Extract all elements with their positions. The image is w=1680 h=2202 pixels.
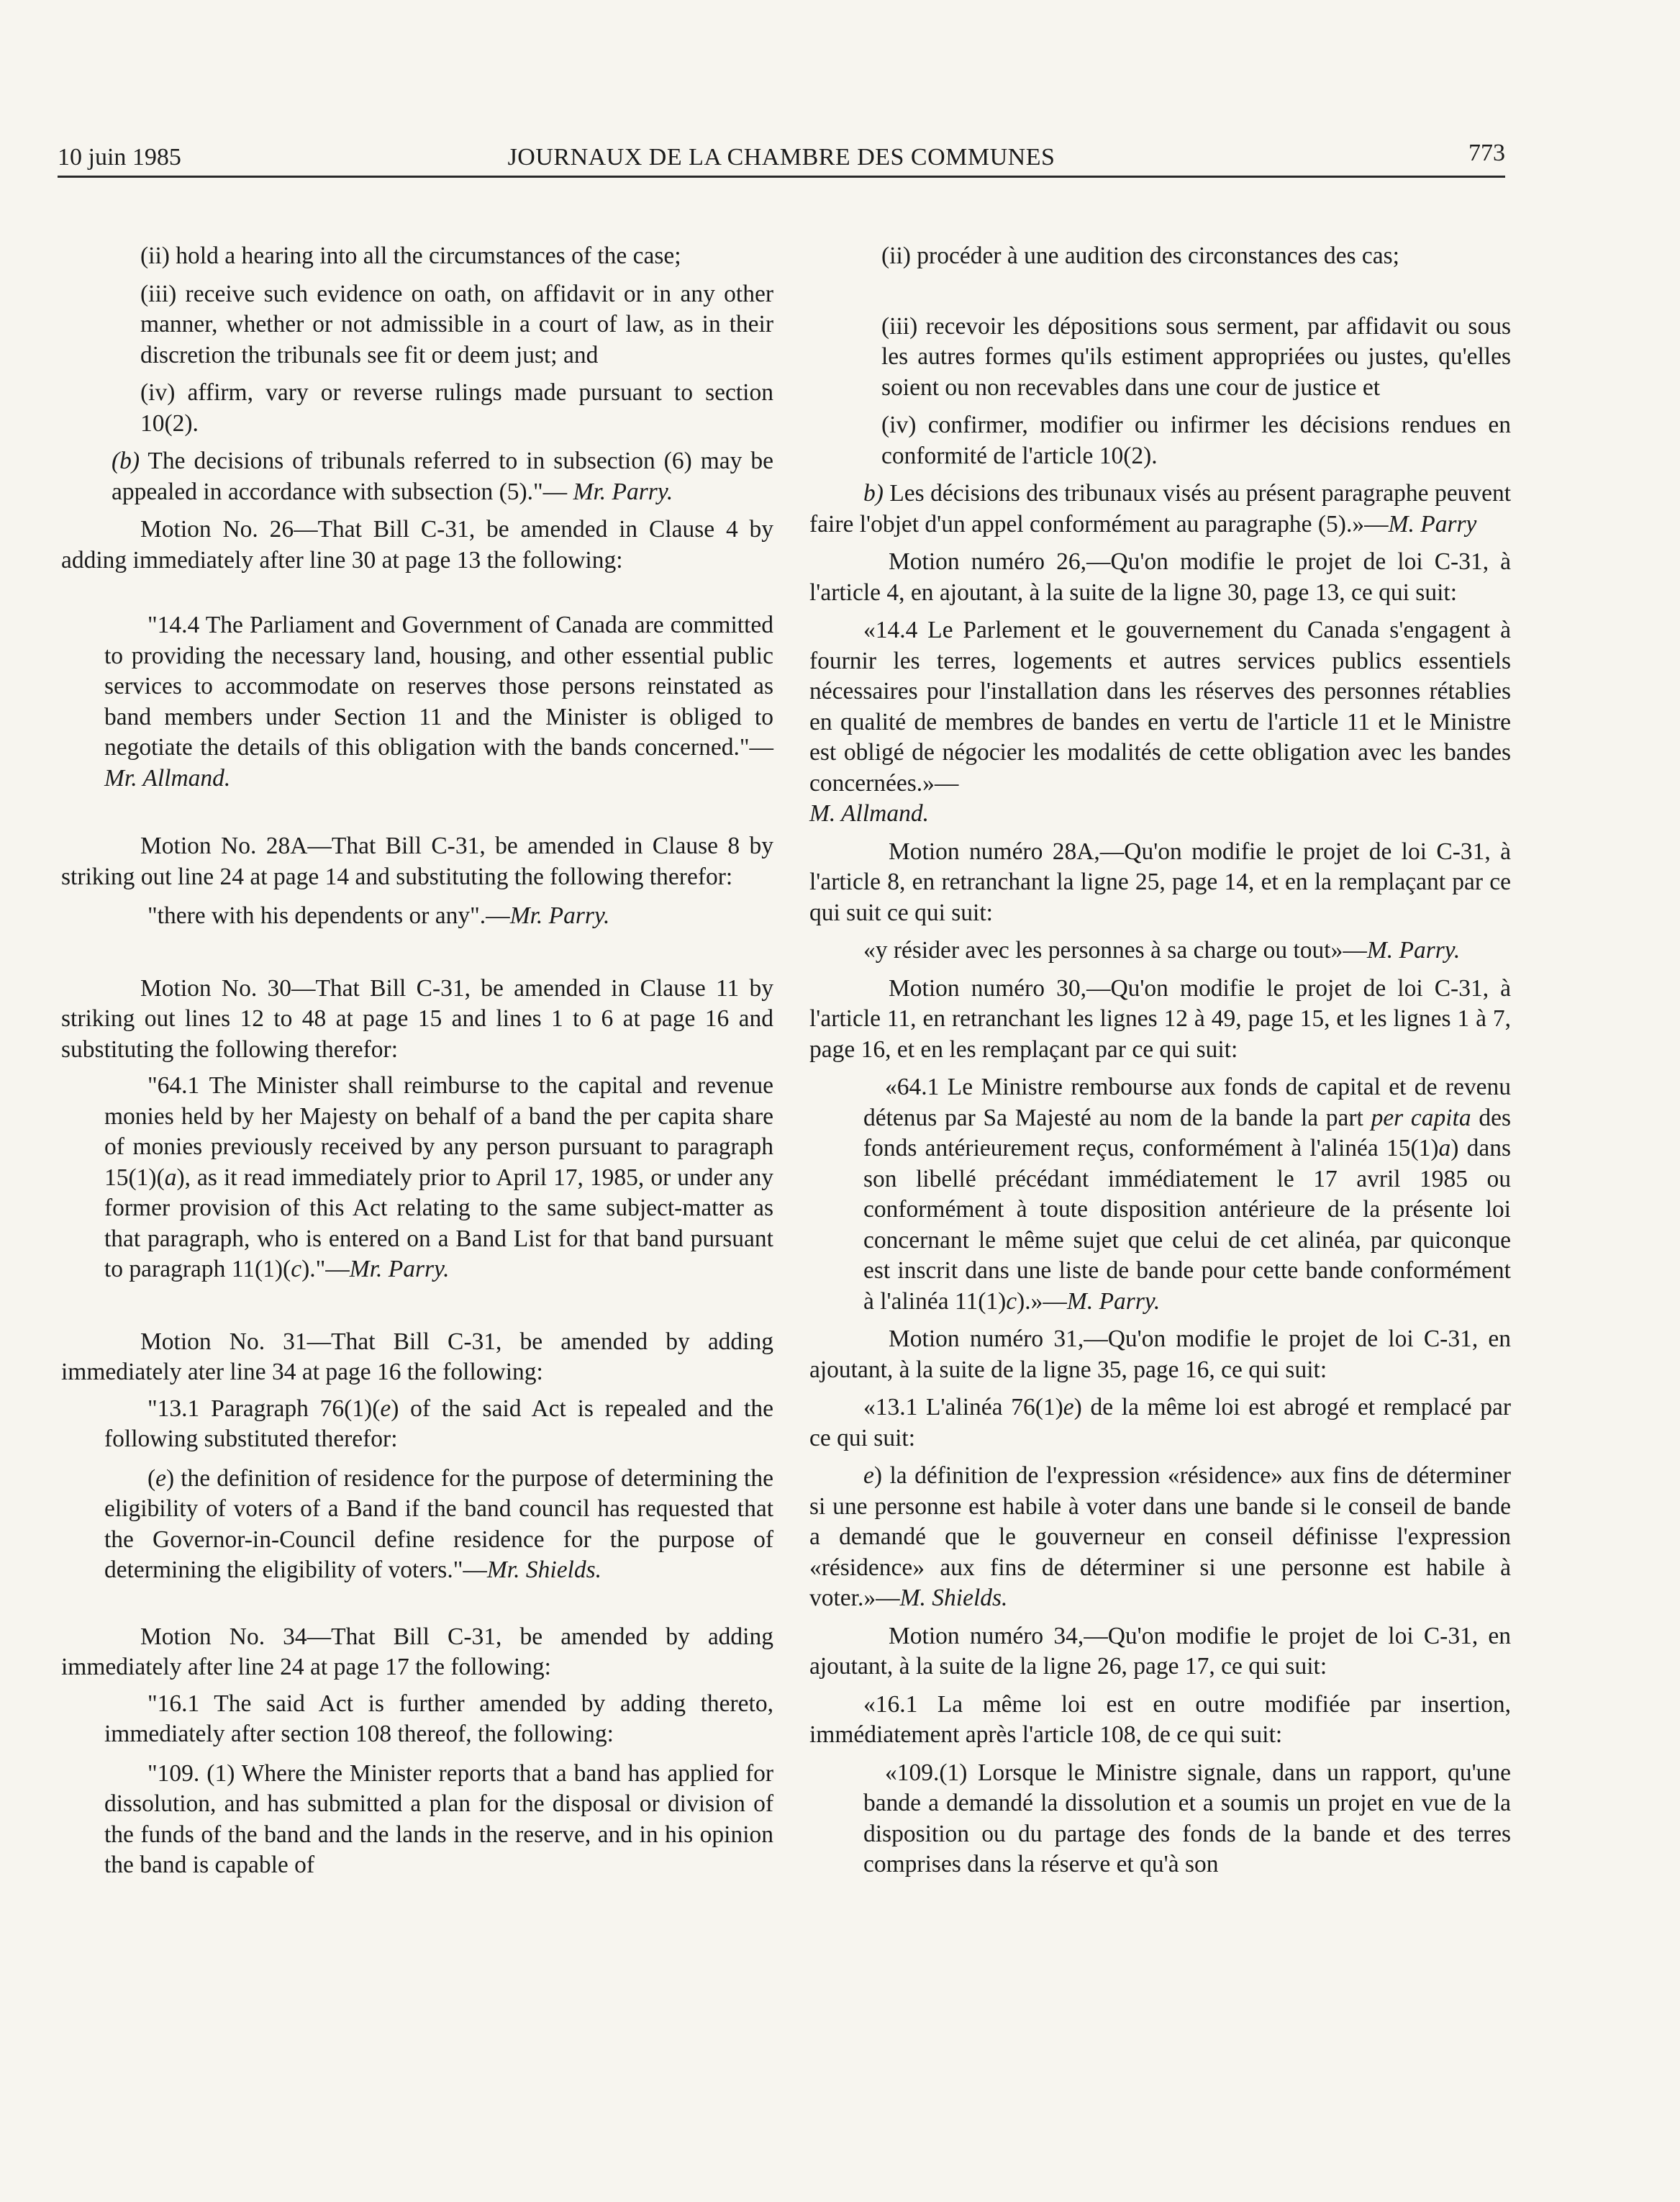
fr-motion-30-quote-c: ) dans son libellé précédant immédiatement le 17 avril 1985 ou conformément à toute disposition antérieure de la présente loi concernant le même sujet que celui de cet alinéa, par quiconque est inscrit dans une liste de bande pour cette bande conformément à l'alinéa 11(1) bbox=[863, 1135, 1511, 1315]
en-motion-28a-signature: Mr. Parry. bbox=[509, 902, 610, 929]
fr-motion-26-signature: M. Allmand. bbox=[809, 800, 929, 827]
en-b-signature: Mr. Parry. bbox=[573, 478, 673, 505]
header-title: JOURNAUX DE LA CHAMBRE DES COMMUNES bbox=[507, 144, 1055, 171]
fr-motion-30-italic-c: c bbox=[1006, 1287, 1017, 1315]
fr-motion-34-text: «16.1 La même loi est en outre modifiée par insertion, immédiatement après l'article 108, de ce qui suit: bbox=[809, 1690, 1511, 1748]
en-motion-31-italic-a: e bbox=[380, 1395, 391, 1422]
en-motion-26-text bbox=[61, 610, 773, 794]
fr-motion-31-e-label: e bbox=[863, 1462, 874, 1489]
en-motion-31-signature: Mr. Shields. bbox=[486, 1557, 602, 1583]
fr-clause-iv: (iv) confirmer, modifier ou infirmer les décisions rendues en conformité de l'article 10(2). bbox=[881, 412, 1511, 469]
en-motion-26-quote: "14.4 The Parliament and Government of Canada are committed to providing the necessary land, housing, and other essential public services to accommodate on reserves those persons reinstated as band members under Section 11 and the Minister is obliged to negotiate the details of this obligation with the bands concerned."— bbox=[104, 612, 773, 761]
fr-motion-28a-text bbox=[809, 935, 1511, 966]
fr-motion-34-text-2: «109.(1) Lorsque le Ministre signale, dans un rapport, qu'une bande a demandé la dissolution et a soumis un projet en vue de la disposition ou du partage des fonds de la bande et des terres comprises dans la réserve et qu'à son bbox=[863, 1759, 1511, 1877]
fr-motion-30-italic-a: per capita bbox=[1371, 1104, 1471, 1131]
en-motion-30-quote-c: )."— bbox=[301, 1256, 350, 1282]
fr-b-text: Les décisions des tribunaux visés au présent paragraphe peuvent faire l'objet d'un appel conformément au paragraphe (5).»— bbox=[809, 480, 1511, 538]
english-column bbox=[61, 241, 773, 1881]
fr-motion-30-signature: M. Parry. bbox=[1066, 1287, 1161, 1315]
fr-subsection-b bbox=[809, 479, 1511, 540]
fr-motion-30-quote-a: «64.1 Le Ministre rembourse aux fonds de capital et de revenu détenus par Sa Majesté au nom de la bande la part bbox=[863, 1074, 1511, 1131]
en-motion-30-quote-a: "64.1 The Minister shall reimburse to the capital and revenue monies held by her Majesty on behalf of a band the per capita share of monies previously received by any person pursuant to paragraph 15(1)( bbox=[104, 1072, 773, 1191]
en-clause-ii: (ii) hold a hearing into all the circumstances of the case; bbox=[140, 243, 681, 269]
fr-clause-iii: (iii) recevoir les dépositions sous serment, par affidavit ou sous les autres formes qu'ils estiment appropriées ou justes, qu'elles soient ou non recevables dans une cour de justice et bbox=[881, 312, 1511, 401]
en-motion-30-quote-b: ), as it read immediately prior to April 17, 1985, or under any former provision of this Act relating to the same subject-matter as that paragraph, who is entered on a Band List for that band pursuant to paragraph 11(1)( bbox=[104, 1164, 773, 1282]
en-motion-26: Motion No. 26—That Bill C-31, be amended in Clause 4 by adding immediately after line 30 at page 13 the following: bbox=[61, 516, 773, 574]
fr-motion-28a-signature: M. Parry. bbox=[1366, 937, 1461, 964]
en-subsection-b bbox=[61, 446, 773, 507]
fr-b-label: b) bbox=[863, 480, 884, 507]
en-motion-34: Motion No. 34—That Bill C-31, be amended by adding immediately after line 24 at page 17 the following: bbox=[61, 1623, 773, 1680]
en-motion-28a: Motion No. 28A—That Bill C-31, be amended in Clause 8 by striking out line 24 at page 14 and substituting the following therefor: bbox=[61, 833, 773, 890]
en-motion-31-quote-b: ) of the said Act is repealed and the following substituted therefor: bbox=[104, 1395, 773, 1452]
fr-clause-ii: (ii) procéder à une audition des circonstances des cas; bbox=[881, 243, 1399, 269]
en-motion-34-text: "16.1 The said Act is further amended by adding thereto, immediately after section 108 thereof, the following: bbox=[104, 1690, 773, 1747]
fr-motion-28a: Motion numéro 28A,—Qu'on modifie le projet de loi C-31, à l'article 8, en retranchant la ligne 25, page 14, et en la remplaçant par ce qui suit ce qui suit: bbox=[809, 838, 1511, 926]
fr-motion-26-text bbox=[809, 615, 1511, 830]
fr-motion-31: Motion numéro 31,—Qu'on modifie le projet de loi C-31, en ajoutant, à la suite de la ligne 35, page 16, ce qui suit: bbox=[809, 1326, 1511, 1383]
fr-motion-31-quote-a: «13.1 L'alinéa 76(1) bbox=[863, 1394, 1063, 1421]
en-motion-30-text bbox=[61, 1071, 773, 1285]
en-motion-31: Motion No. 31—That Bill C-31, be amended by adding immediately ater line 34 at page 16 the following: bbox=[61, 1328, 773, 1385]
page-number: 773 bbox=[1468, 140, 1505, 166]
en-motion-30-signature: Mr. Parry. bbox=[349, 1256, 450, 1282]
en-clause-iv: (iv) affirm, vary or reverse rulings made pursuant to section 10(2). bbox=[140, 379, 773, 437]
fr-motion-30-italic-b: a bbox=[1438, 1135, 1451, 1161]
fr-motion-31-italic-a: e bbox=[1063, 1394, 1074, 1421]
en-b-text: The decisions of tribunals referred to in subsection (6) may be appealed in accordance with subsection (5)."— bbox=[112, 448, 773, 505]
fr-motion-26: Motion numéro 26,—Qu'on modifie le projet de loi C-31, à l'article 4, en ajoutant, à la suite de la ligne 30, page 13, ce qui suit: bbox=[809, 548, 1511, 606]
en-motion-30: Motion No. 30—That Bill C-31, be amended in Clause 11 by striking out lines 12 to 48 at page 15 and lines 1 to 6 at page 16 and substituting the following therefor: bbox=[61, 974, 773, 1063]
fr-motion-34: Motion numéro 34,—Qu'on modifie le projet de loi C-31, en ajoutant, à la suite de la ligne 26, page 17, ce qui suit: bbox=[809, 1622, 1511, 1680]
en-motion-31-e-label: e bbox=[155, 1464, 167, 1492]
fr-motion-31-clause-e bbox=[809, 1461, 1511, 1614]
en-motion-26-signature: Mr. Allmand. bbox=[104, 764, 231, 792]
fr-motion-31-signature: M. Shields. bbox=[899, 1585, 1008, 1611]
en-motion-30-italic-a: a bbox=[164, 1164, 177, 1191]
fr-motion-31-quote-b: ) de la même loi est abrogé et remplacé par ce qui suit: bbox=[809, 1394, 1511, 1451]
fr-motion-30-quote-d: ).»— bbox=[1017, 1287, 1067, 1315]
fr-b-signature: M. Parry bbox=[1388, 510, 1477, 538]
en-b-label: (b) bbox=[112, 448, 140, 474]
fr-motion-31-text bbox=[809, 1392, 1511, 1454]
en-motion-30-italic-b: c bbox=[291, 1256, 302, 1282]
french-column bbox=[809, 241, 1511, 1880]
fr-motion-30-text bbox=[809, 1072, 1511, 1317]
header-date: 10 juin 1985 bbox=[58, 144, 181, 171]
en-motion-31-quote-a: "13.1 Paragraph 76(1)( bbox=[147, 1395, 381, 1422]
en-motion-28a-text bbox=[61, 901, 773, 932]
en-motion-31-text bbox=[61, 1394, 773, 1455]
en-motion-31-clause-e: (e) the definition of residence for the purpose of determining the eligibility of voters of a Band if the band council has requested that the Governor-in-Council define residence for the purpose of determining the eligibility of voters."—Mr. Shields. bbox=[104, 1464, 773, 1583]
fr-motion-30-quote-b: des fonds antérieurement reçus, conformément à l'alinéa 15(1) bbox=[863, 1104, 1512, 1161]
en-motion-31-e-text: ) the definition of residence for the purpose of determining the eligibility of voters of a Band if the band council has requested that the Governor-in-Council define residence for the purpose of determining the eligibility of voters."— bbox=[104, 1464, 773, 1583]
en-clause-iii: (iii) receive such evidence on oath, on affidavit or in any other manner, whether or not admissible in a court of law, as in their discretion the tribunals see fit or deem just; and bbox=[140, 280, 773, 368]
fr-motion-30: Motion numéro 30,—Qu'on modifie le projet de loi C-31, à l'article 11, en retranchant les lignes 12 à 49, page 15, et les lignes 1 à 7, page 16, et en les remplaçant par ce qui suit: bbox=[809, 974, 1511, 1063]
en-motion-28a-quote: "there with his dependents or any".— bbox=[147, 902, 510, 929]
fr-motion-26-quote: «14.4 Le Parlement et le gouvernement du Canada s'engagent à fournir les terres, logements et autres services publics essentiels nécessaires pour l'installation dans les réserves des personnes rétablies en qualité de membres de bandes en vertu de l'article 11 et le Ministre est obligé de négocier les modalités de cette obligation avec les bandes concernées.»— bbox=[809, 617, 1511, 797]
running-header bbox=[58, 141, 1505, 178]
en-motion-34-text-2: "109. (1) Where the Minister reports that a band has applied for dissolution, and has submitted a plan for the disposal or division of the funds of the band and the lands in the reserve, and in his opinion the band is capable of bbox=[104, 1759, 773, 1878]
fr-motion-28a-quote: «y résider avec les personnes à sa charge ou tout»— bbox=[863, 937, 1367, 964]
fr-motion-31-e-text: ) la définition de l'expression «résidence» aux fins de déterminer si une personne est habile à voter dans une bande si le conseil de bande a demandé que le gouverneur en conseil définisse l'expression «résidence» aux fins de déterminer si une personne est habile à voter.»— bbox=[809, 1462, 1511, 1611]
